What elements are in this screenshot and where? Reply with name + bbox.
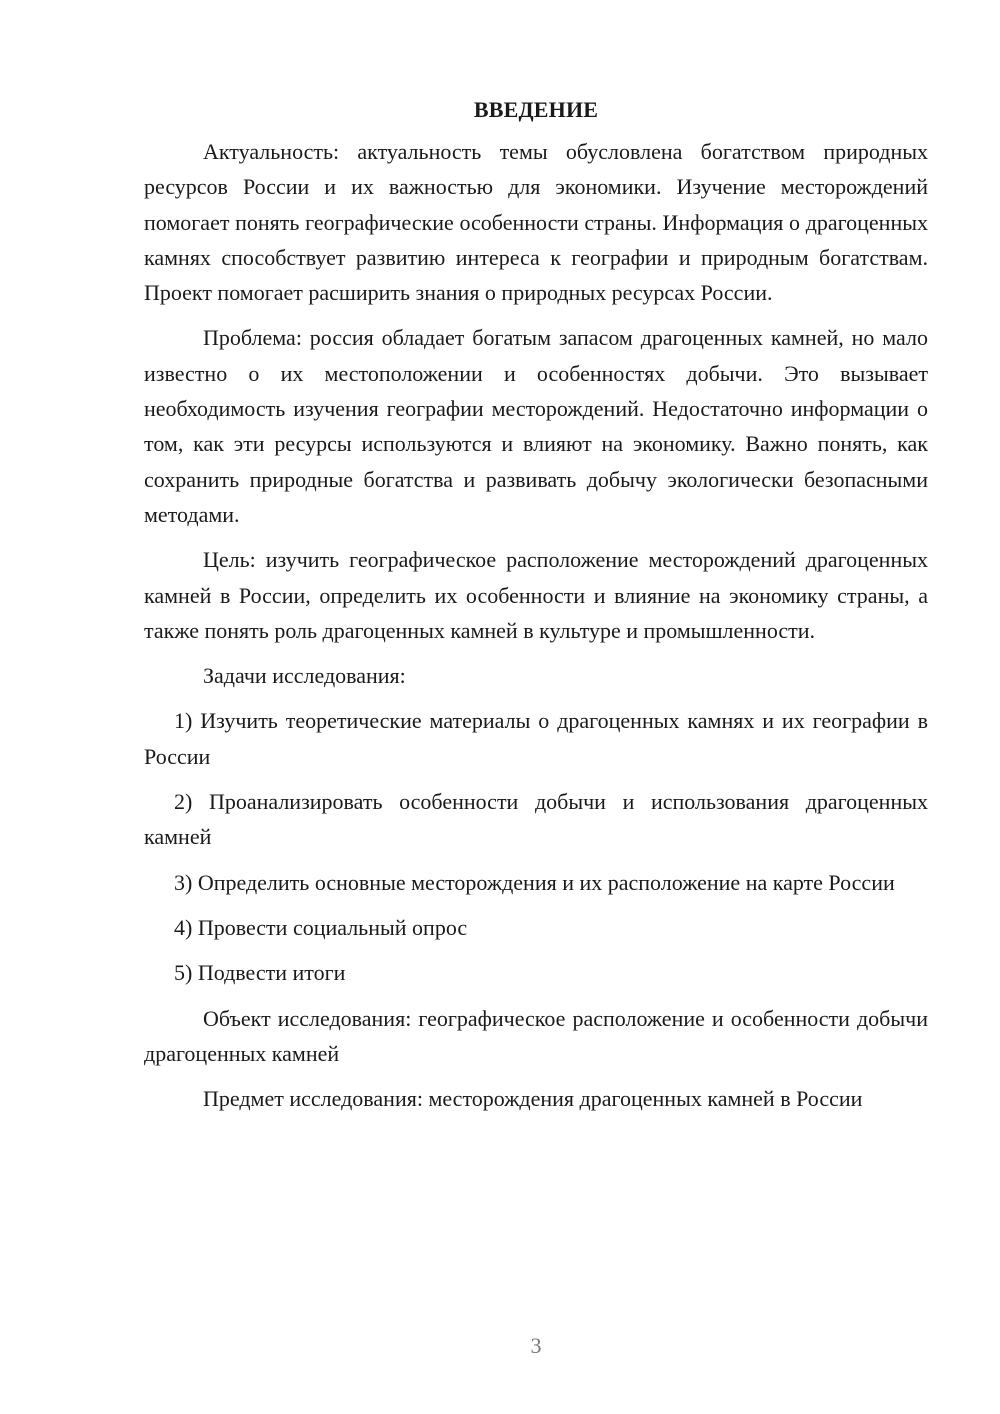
page-number: 3 [530,1333,542,1358]
task-item-2: 2) Проанализировать особенности добычи и использования драгоценных камней [144,789,928,850]
task-item-5: 5) Подвести итоги [174,960,346,986]
page-title: ВВЕДЕНИЕ [473,97,599,122]
relevance-paragraph: Актуальность: актуальность темы обусловлена богатством природных ресурсов России и их важностью для экономики. Изучение месторождений помогает понять географические особенности страны. Информация о драгоценных камнях способствует развитию интереса к географии и природным богатствам. Проект помогает расширить знания о природных ресурсах России. [144,139,928,306]
subject-paragraph: Предмет исследования: месторождения драгоценных камней в России [203,1086,863,1112]
goal-paragraph: Цель: изучить географическое расположение месторождений драгоценных камней в России, определить их особенности и влияние на экономику страны, а также понять роль драгоценных камней в культуре и промышленности. [144,547,928,643]
object-paragraph: Объект исследования: географическое расположение и особенности добычи драгоценных камней [144,1005,928,1066]
task-item-4: 4) Провести социальный опрос [174,914,468,940]
tasks-heading: Задачи исследования: [203,663,406,689]
problem-paragraph: Проблема: россия обладает богатым запасом драгоценных камней, но мало известно о их местоположении и особенностях добычи. Это вызывает необходимость изучения географии месторождений. Недостаточно информации о том, как эти ресурсы используются и влияют на экономику. Важно понять, как сохранить природные богатства и развивать добычу экологически безопасными методами. [144,325,928,527]
document-page [144,95,928,1126]
task-item-3: 3) Определить основные месторождения и их расположение на карте России [174,869,895,895]
task-item-1: 1) Изучить теоретические материалы о драгоценных камнях и их географии в России [144,708,928,769]
